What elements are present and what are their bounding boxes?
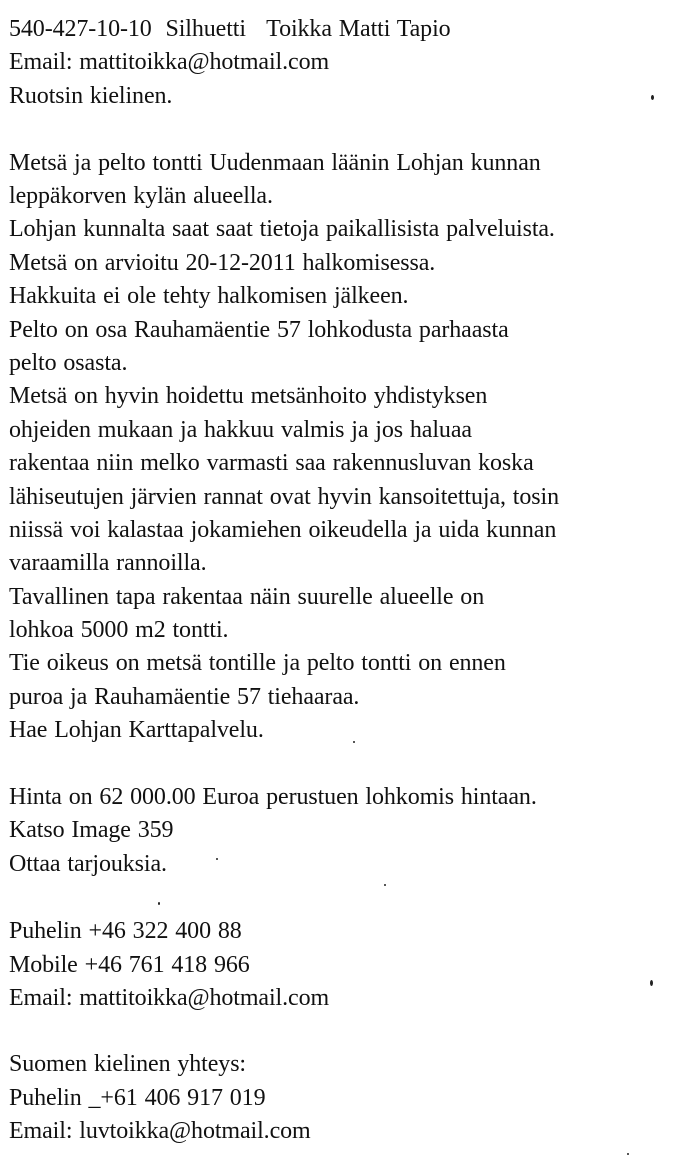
header-language: Ruotsin kielinen. xyxy=(9,83,173,109)
scan-speck xyxy=(651,95,654,100)
description-line: pelto osasta. xyxy=(9,350,128,376)
contact-phone: Puhelin +46 322 400 88 xyxy=(9,918,242,944)
description-line: leppäkorven kylän alueella. xyxy=(9,183,273,209)
description-line: Pelto on osa Rauhamäentie 57 lohkodusta parhaasta xyxy=(9,317,509,343)
scan-speck xyxy=(384,884,386,886)
description-line: rakentaa niin melko varmasti saa rakennusluvan koska xyxy=(9,450,534,476)
description-line: Hakkuita ei ole tehty halkomisen jälkeen. xyxy=(9,283,409,309)
image-reference: Katso Image 359 xyxy=(9,817,174,843)
description-line: Lohjan kunnalta saat saat tietoja paikallisista palveluista. xyxy=(9,216,555,242)
scan-speck xyxy=(353,741,355,743)
contact-mobile: Mobile +46 761 418 966 xyxy=(9,952,250,978)
price-line: Hinta on 62 000.00 Euroa perustuen lohkomis hintaan. xyxy=(9,784,537,810)
description-line: Metsä ja pelto tontti Uudenmaan läänin Lohjan kunnan xyxy=(9,150,541,176)
header-email: Email: mattitoikka@hotmail.com xyxy=(9,49,330,75)
finnish-contact-email: Email: luvtoikka@hotmail.com xyxy=(9,1118,311,1144)
offers-line: Ottaa tarjouksia. xyxy=(9,851,167,877)
description-line: varaamilla rannoilla. xyxy=(9,550,207,576)
description-line: niissä voi kalastaa jokamiehen oikeudella ja uida kunnan xyxy=(9,517,557,543)
scan-speck xyxy=(158,902,160,905)
description-line: Metsä on arvioitu 20-12-2011 halkomisessa. xyxy=(9,250,436,276)
description-line: Hae Lohjan Karttapalvelu. xyxy=(9,717,264,743)
scan-speck xyxy=(216,858,218,860)
scan-speck xyxy=(627,1153,629,1155)
description-line: lähiseutujen järvien rannat ovat hyvin kansoitettuja, tosin xyxy=(9,484,559,510)
description-line: lohkoa 5000 m2 tontti. xyxy=(9,617,229,643)
finnish-contact-heading: Suomen kielinen yhteys: xyxy=(9,1051,247,1077)
contact-email: Email: mattitoikka@hotmail.com xyxy=(9,985,330,1011)
finnish-contact-phone: Puhelin _+61 406 917 019 xyxy=(9,1085,266,1111)
description-line: Metsä on hyvin hoidettu metsänhoito yhdistyksen xyxy=(9,383,488,409)
scan-speck xyxy=(650,980,653,986)
description-line: puroa ja Rauhamäentie 57 tiehaaraa. xyxy=(9,684,360,710)
description-line: Tavallinen tapa rakentaa näin suurelle alueelle on xyxy=(9,584,485,610)
header-id-line: 540-427-10-10 Silhuetti Toikka Matti Tapio xyxy=(9,16,451,42)
description-line: Tie oikeus on metsä tontille ja pelto tontti on ennen xyxy=(9,650,506,676)
description-line: ohjeiden mukaan ja hakkuu valmis ja jos haluaa xyxy=(9,417,472,443)
